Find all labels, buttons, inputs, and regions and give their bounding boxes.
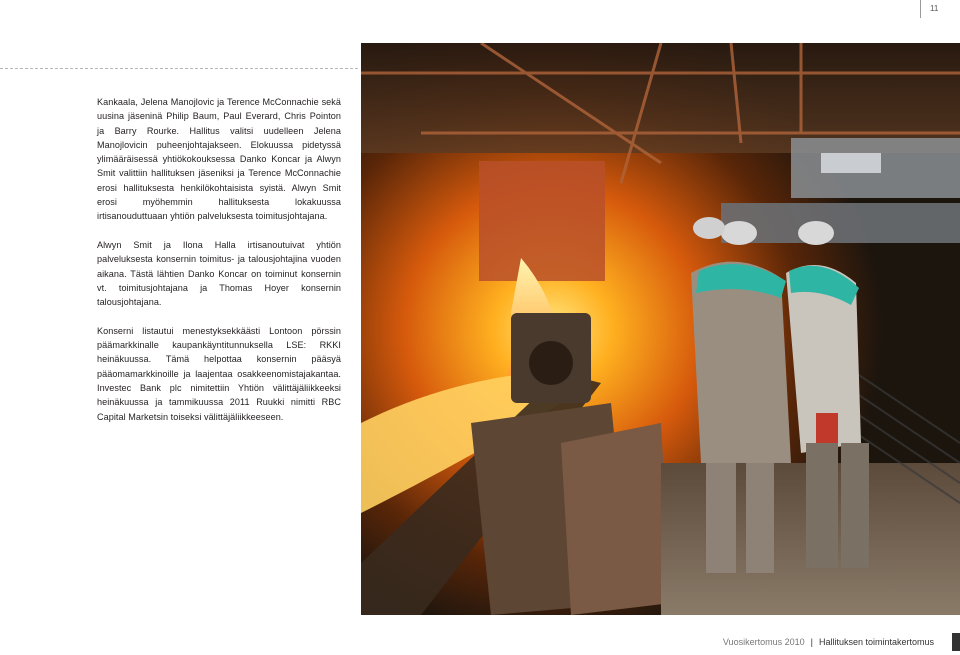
footer-separator: |: [810, 637, 813, 647]
footer-section-tab: [952, 633, 960, 651]
footer-report-title: Vuosikertomus 2010: [722, 637, 805, 647]
steel-mill-photo: [361, 43, 960, 615]
footer-section-title: Hallituksen toimintakertomus: [818, 637, 934, 647]
paragraph-listing: Konserni listautui menestyksekkäästi Lontoon pörssin päämarkkinalle kaupankäyntitunnuksella LSE: RKKI heinäkuussa. Tämä helpottaa konsernin pääsyä pääomamarkkinoille ja laajentaa osakkeenomistajakantaa. Investec Bank plc nimitettiin Yhtiön välittäjäliikkeeksi heinäkuussa ja tammikuussa 2011 Ruukki nimitti RBC Capital Marketsin toiseksi välittäjäliikkeeseen.: [97, 325, 341, 422]
page-number-rule: [920, 0, 921, 18]
body-text-column: [97, 95, 341, 438]
paragraph-management: Alwyn Smit ja Ilona Halla irtisanoutuivat yhtiön palveluksesta konsernin toimitus- ja talousjohtajina vuoden aikana. Tästä lähtien Danko Koncar on toiminut konsernin vt. toimitusjohtajana ja Thomas Hoyer konsernin talousjohtajana.: [97, 239, 341, 308]
page-number: 11: [930, 4, 939, 13]
dashed-divider: [0, 68, 358, 69]
page-footer: [723, 637, 934, 647]
paragraph-board: Kankaala, Jelena Manojlovic ja Terence McConnachie sekä uusina jäseninä Philip Baum, Paul Everard, Chris Pointon ja Barry Rourke. Hallitus valitsi uudelleen Jelena Manojlovicin puheenjohtajakseen. Elokuussa pidetyssä ylimääräisessä yhtiökokouksessa Danko Koncar ja Alwyn Smit valittiin hallituksen jäseniksi ja Terence McConnachie erosi hallituksesta henkilökohtaisista syistä. Alwyn Smit erosi myöhemmin hallituksesta lokakuussa irtisanouduttuaan yhtiön palveluksesta toimitusjohtajana.: [97, 97, 341, 222]
